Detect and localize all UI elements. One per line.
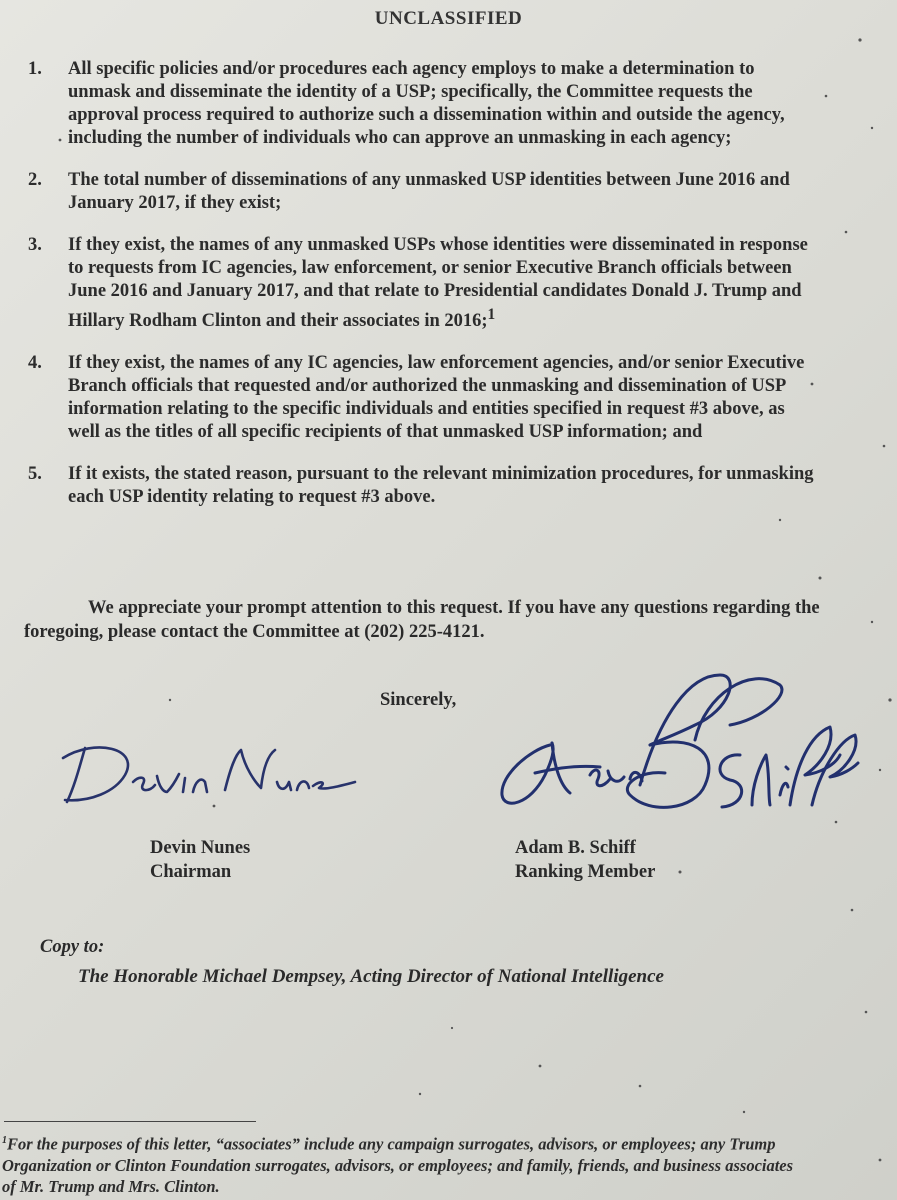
footnote-divider [4,1121,256,1122]
signature-devin-nunes [55,730,365,815]
sign-off: Sincerely, [380,690,457,710]
footnote-line [2,1130,897,1155]
signatory-title: Chairman [150,862,232,882]
signature-adam-schiff [490,655,870,835]
footnote-marker: 1 [2,1135,7,1146]
request-text: All specific policies and/or procedures each agency employs to make a determination to unmask and disseminate the identity of a USP; specifically, the Committee requests the approval process required to authorize such a dissemination within and outside the agency, including the number of individuals who can approve an unmasking in each agency; [68,59,785,148]
request-text-wrapper [68,234,818,333]
request-item-4 [28,352,818,444]
request-number: 3. [28,235,42,255]
request-text: If they exist, the names of any unmasked USPs whose identities were disseminated in response to requests from IC agencies, law enforcement, or senior Executive Branch officials between June 2016 and January 2017, and that relate to Presidential candidates Donald J. Trump and Hillary Rodham Clinton and their associates in 2016; [68,235,808,332]
signatory-title: Ranking Member [515,862,656,882]
signatory-name: Devin Nunes [150,838,251,858]
footnote-reference: 1 [487,306,496,323]
request-text: The total number of disseminations of any unmasked USP identities between June 2016 and January 2017, if they exist; [68,170,790,213]
footnote-text: For the purposes of this letter, “associates” include any campaign surrogates, advisors, or employees; any Trump [7,1134,776,1154]
closing-paragraph: We appreciate your prompt attention to this request. If you have any questions regarding the foregoing, please contact the Committee at (202) 225-4121. [24,598,820,642]
request-item-1 [28,58,818,150]
classification-marking: UNCLASSIFIED [374,8,523,29]
request-item-3 [28,234,818,333]
copy-to-label: Copy to: [40,937,105,957]
copy-to-recipient: The Honorable Michael Dempsey, Acting Director of National Intelligence [78,966,664,987]
signatory-block-nunes [150,836,250,884]
footnote [2,1130,897,1197]
request-text: If they exist, the names of any IC agencies, law enforcement agencies, and/or senior Executive Branch officials that requested and/or authorized the unmasking and dissemination of USP information relating to the specific individuals and entities specified in request #3 above, as well as the titles of all specific recipients of that unmasked USP information; and [68,353,805,443]
request-number: 2. [28,170,42,190]
signatory-block-schiff [515,836,655,884]
request-number: 5. [28,464,42,485]
request-list [28,58,818,528]
request-number: 4. [28,353,42,374]
signatory-name: Adam B. Schiff [515,838,636,858]
request-number: 1. [28,59,42,79]
footnote-line: Organization or Clinton Foundation surrogates, advisors, or employees; and family, friends, and business associates [2,1155,794,1175]
request-item-2 [28,169,818,215]
request-item-5 [28,463,818,509]
request-text: If it exists, the stated reason, pursuant to the relevant minimization procedures, for unmasking each USP identity relating to request #3 above. [68,464,814,508]
footnote-line: of Mr. Trump and Mrs. Clinton. [2,1176,220,1196]
